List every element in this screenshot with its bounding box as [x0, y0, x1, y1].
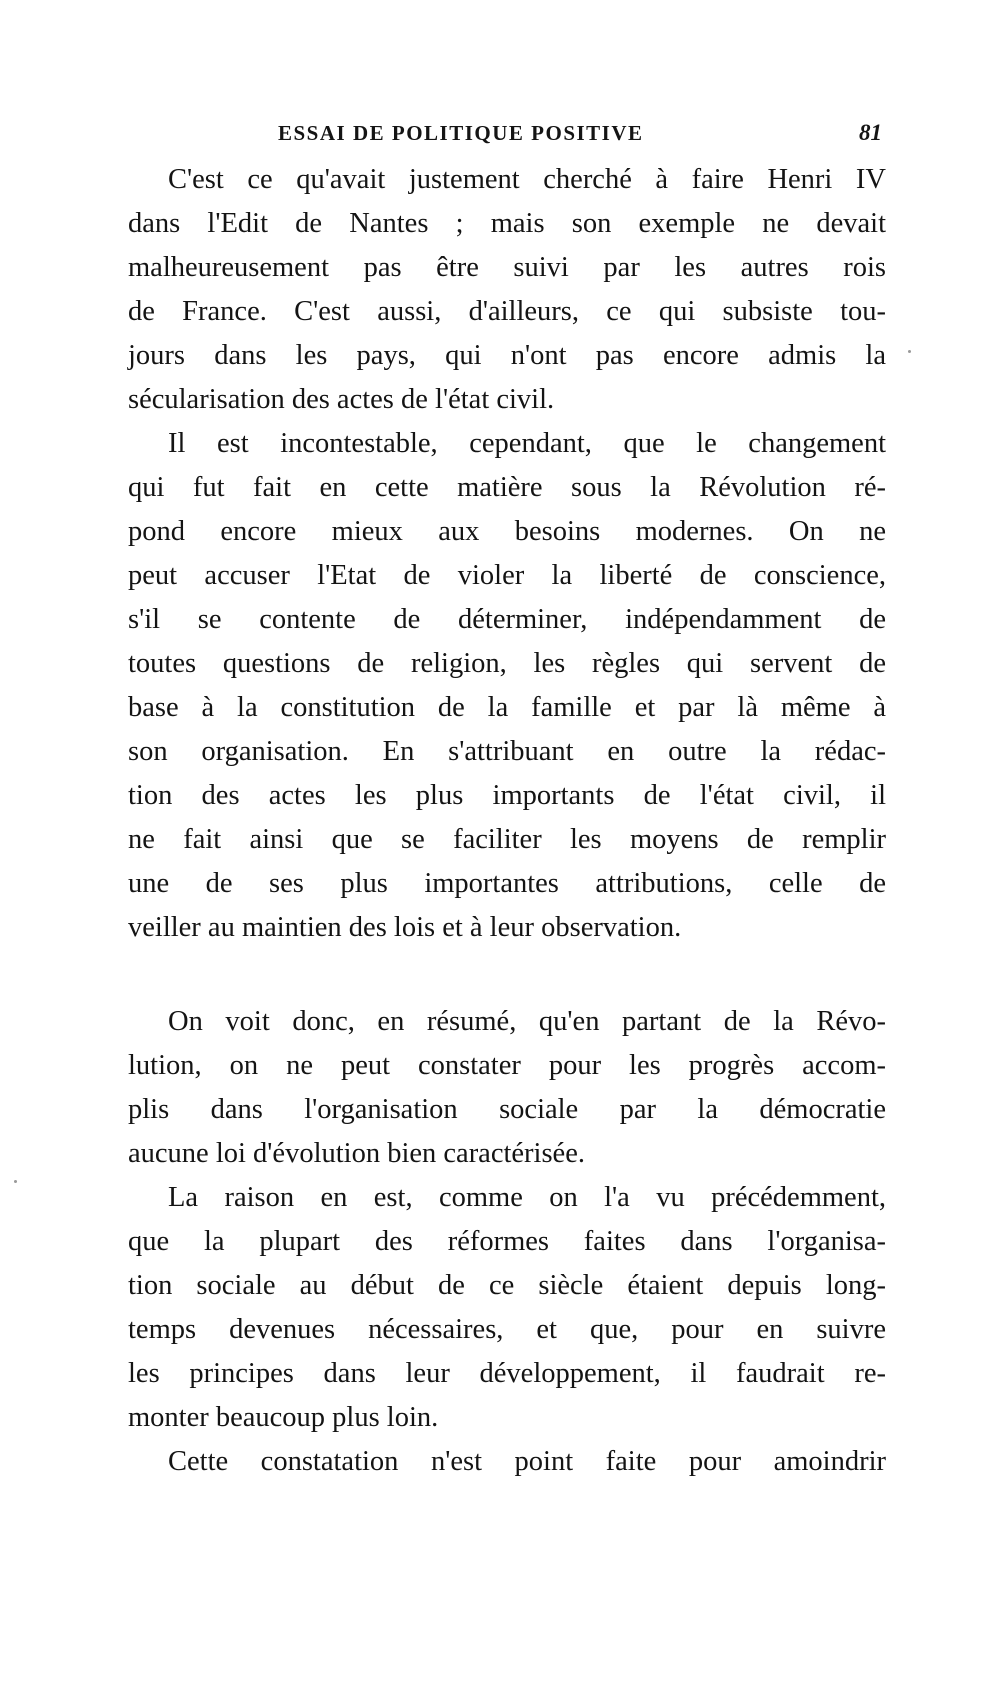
text-line: monter beaucoup plus loin.	[128, 1402, 439, 1433]
paragraph	[128, 1176, 886, 1440]
text-line: une de ses plus importantes attributions, celle de	[128, 868, 886, 899]
text-line: peut accuser l'Etat de violer la liberté de conscience,	[128, 560, 886, 591]
text-line: aucune loi d'évolution bien caractérisée.	[128, 1138, 585, 1169]
text-line: tion des actes les plus importants de l'état civil, il	[128, 780, 886, 811]
text-line: les principes dans leur développement, il faudrait re-	[128, 1358, 886, 1389]
text-line: ne fait ainsi que se faciliter les moyens de remplir	[128, 824, 886, 855]
scan-speck	[908, 350, 911, 353]
running-header	[128, 118, 888, 148]
text-line: son organisation. En s'attribuant en outre la rédac-	[128, 736, 886, 767]
page-number: 81	[859, 120, 882, 145]
paragraph	[128, 1000, 886, 1176]
text-line: malheureusement pas être suivi par les autres rois	[128, 252, 886, 283]
text-line: lution, on ne peut constater pour les progrès accom-	[128, 1050, 886, 1081]
text-line: plis dans l'organisation sociale par la démocratie	[128, 1094, 886, 1125]
text-line: sécularisation des actes de l'état civil.	[128, 384, 555, 415]
text-line: pond encore mieux aux besoins modernes. On ne	[128, 516, 886, 547]
text-line: Cette constatation n'est point faite pour amoindrir	[168, 1446, 886, 1477]
section-break	[128, 950, 886, 1000]
text-line: La raison en est, comme on l'a vu précédemment,	[168, 1182, 886, 1213]
body-text	[128, 158, 886, 1484]
paragraph	[128, 158, 886, 422]
text-line: de France. C'est aussi, d'ailleurs, ce qui subsiste tou-	[128, 296, 886, 327]
text-line: Il est incontestable, cependant, que le changement	[168, 428, 886, 459]
text-line: temps devenues nécessaires, et que, pour en suivre	[128, 1314, 886, 1345]
text-line: dans l'Edit de Nantes ; mais son exemple ne devait	[128, 208, 886, 239]
text-line: tion sociale au début de ce siècle étaient depuis long-	[128, 1270, 886, 1301]
running-title: ESSAI DE POLITIQUE POSITIVE	[278, 121, 644, 145]
text-line: qui fut fait en cette matière sous la Révolution ré-	[128, 472, 886, 503]
paragraph	[128, 1440, 886, 1484]
scan-speck	[14, 1180, 17, 1183]
text-line: jours dans les pays, qui n'ont pas encore admis la	[128, 340, 886, 371]
paragraph	[128, 422, 886, 950]
text-line: On voit donc, en résumé, qu'en partant de la Révo-	[168, 1006, 886, 1037]
text-line: base à la constitution de la famille et par là même à	[128, 692, 886, 723]
text-line: C'est ce qu'avait justement cherché à faire Henri IV	[168, 164, 886, 195]
text-line: s'il se contente de déterminer, indépendamment de	[128, 604, 886, 635]
text-line: que la plupart des réformes faites dans l'organisa-	[128, 1226, 886, 1257]
text-line: veiller au maintien des lois et à leur observation.	[128, 912, 682, 943]
text-line: toutes questions de religion, les règles qui servent de	[128, 648, 886, 679]
